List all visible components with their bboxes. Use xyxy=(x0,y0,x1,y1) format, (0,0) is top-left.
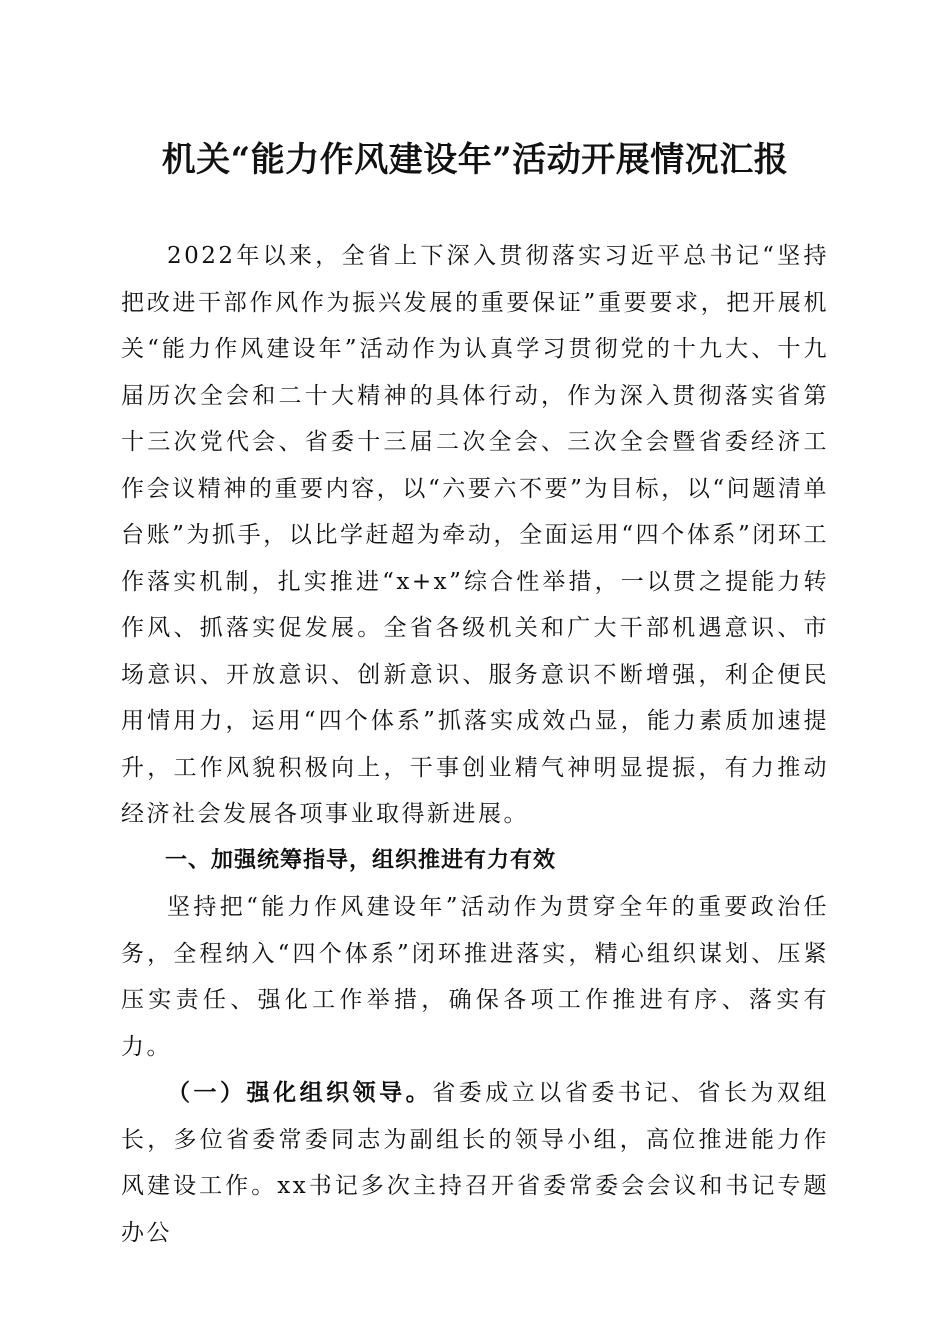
section-heading-1: 一、加强统筹指导，组织推进有力有效 xyxy=(165,847,557,873)
subsection-1-lead: （一）强化组织领导。 xyxy=(167,1079,433,1106)
intro-paragraph: 2022年以来，全省上下深入贯彻落实习近平总书记“坚持把改进干部作风作为振兴发展的重要保证”重要要求，把开展机关“能力作风建设年”活动作为认真学习贯彻党的十九大、十九届历次全会和二十大精神的具体行动，作为深入贯彻落实省第十三次党代会、省委十三届二次全会、三次全会暨省委经济工作会议精神的重要内容，以“六要六不要”为目标，以“问题清单台账”为抓手，以比学赶超为牵动，全面运用“四个体系”闭环工作落实机制，扎实推进“x+x”综合性举措，一以贯之提能力转作风、抓落实促发展。全省各级机关和广大干部机遇意识、市场意识、开放意识、创新意识、服务意识不断增强，利企便民用情用力，运用“四个体系”抓落实成效凸显，能力素质加速提升，工作风貌积极向上，干事创业精气神明显提振，有力推动经济社会发展各项事业取得新进展。 xyxy=(121,243,829,827)
subsection-1-text: 省委成立以省委书记、省长为双组长，多位省委常委同志为副组长的领导小组，高位推进能力作风建设工作。xx书记多次主持召开省委常委会会议和书记专题办公 xyxy=(121,1080,830,1246)
section-1-paragraph: 坚持把“能力作风建设年”活动作为贯穿全年的重要政治任务，全程纳入“四个体系”闭环推进落实，精心组织谋划、压紧压实责任、强化工作举措，确保各项工作推进有序、落实有力。 xyxy=(121,894,829,1060)
document-body xyxy=(121,233,829,1256)
subsection-1-paragraph xyxy=(121,1070,829,1256)
document-title: 机关“能力作风建设年”活动开展情况汇报 xyxy=(161,140,789,180)
